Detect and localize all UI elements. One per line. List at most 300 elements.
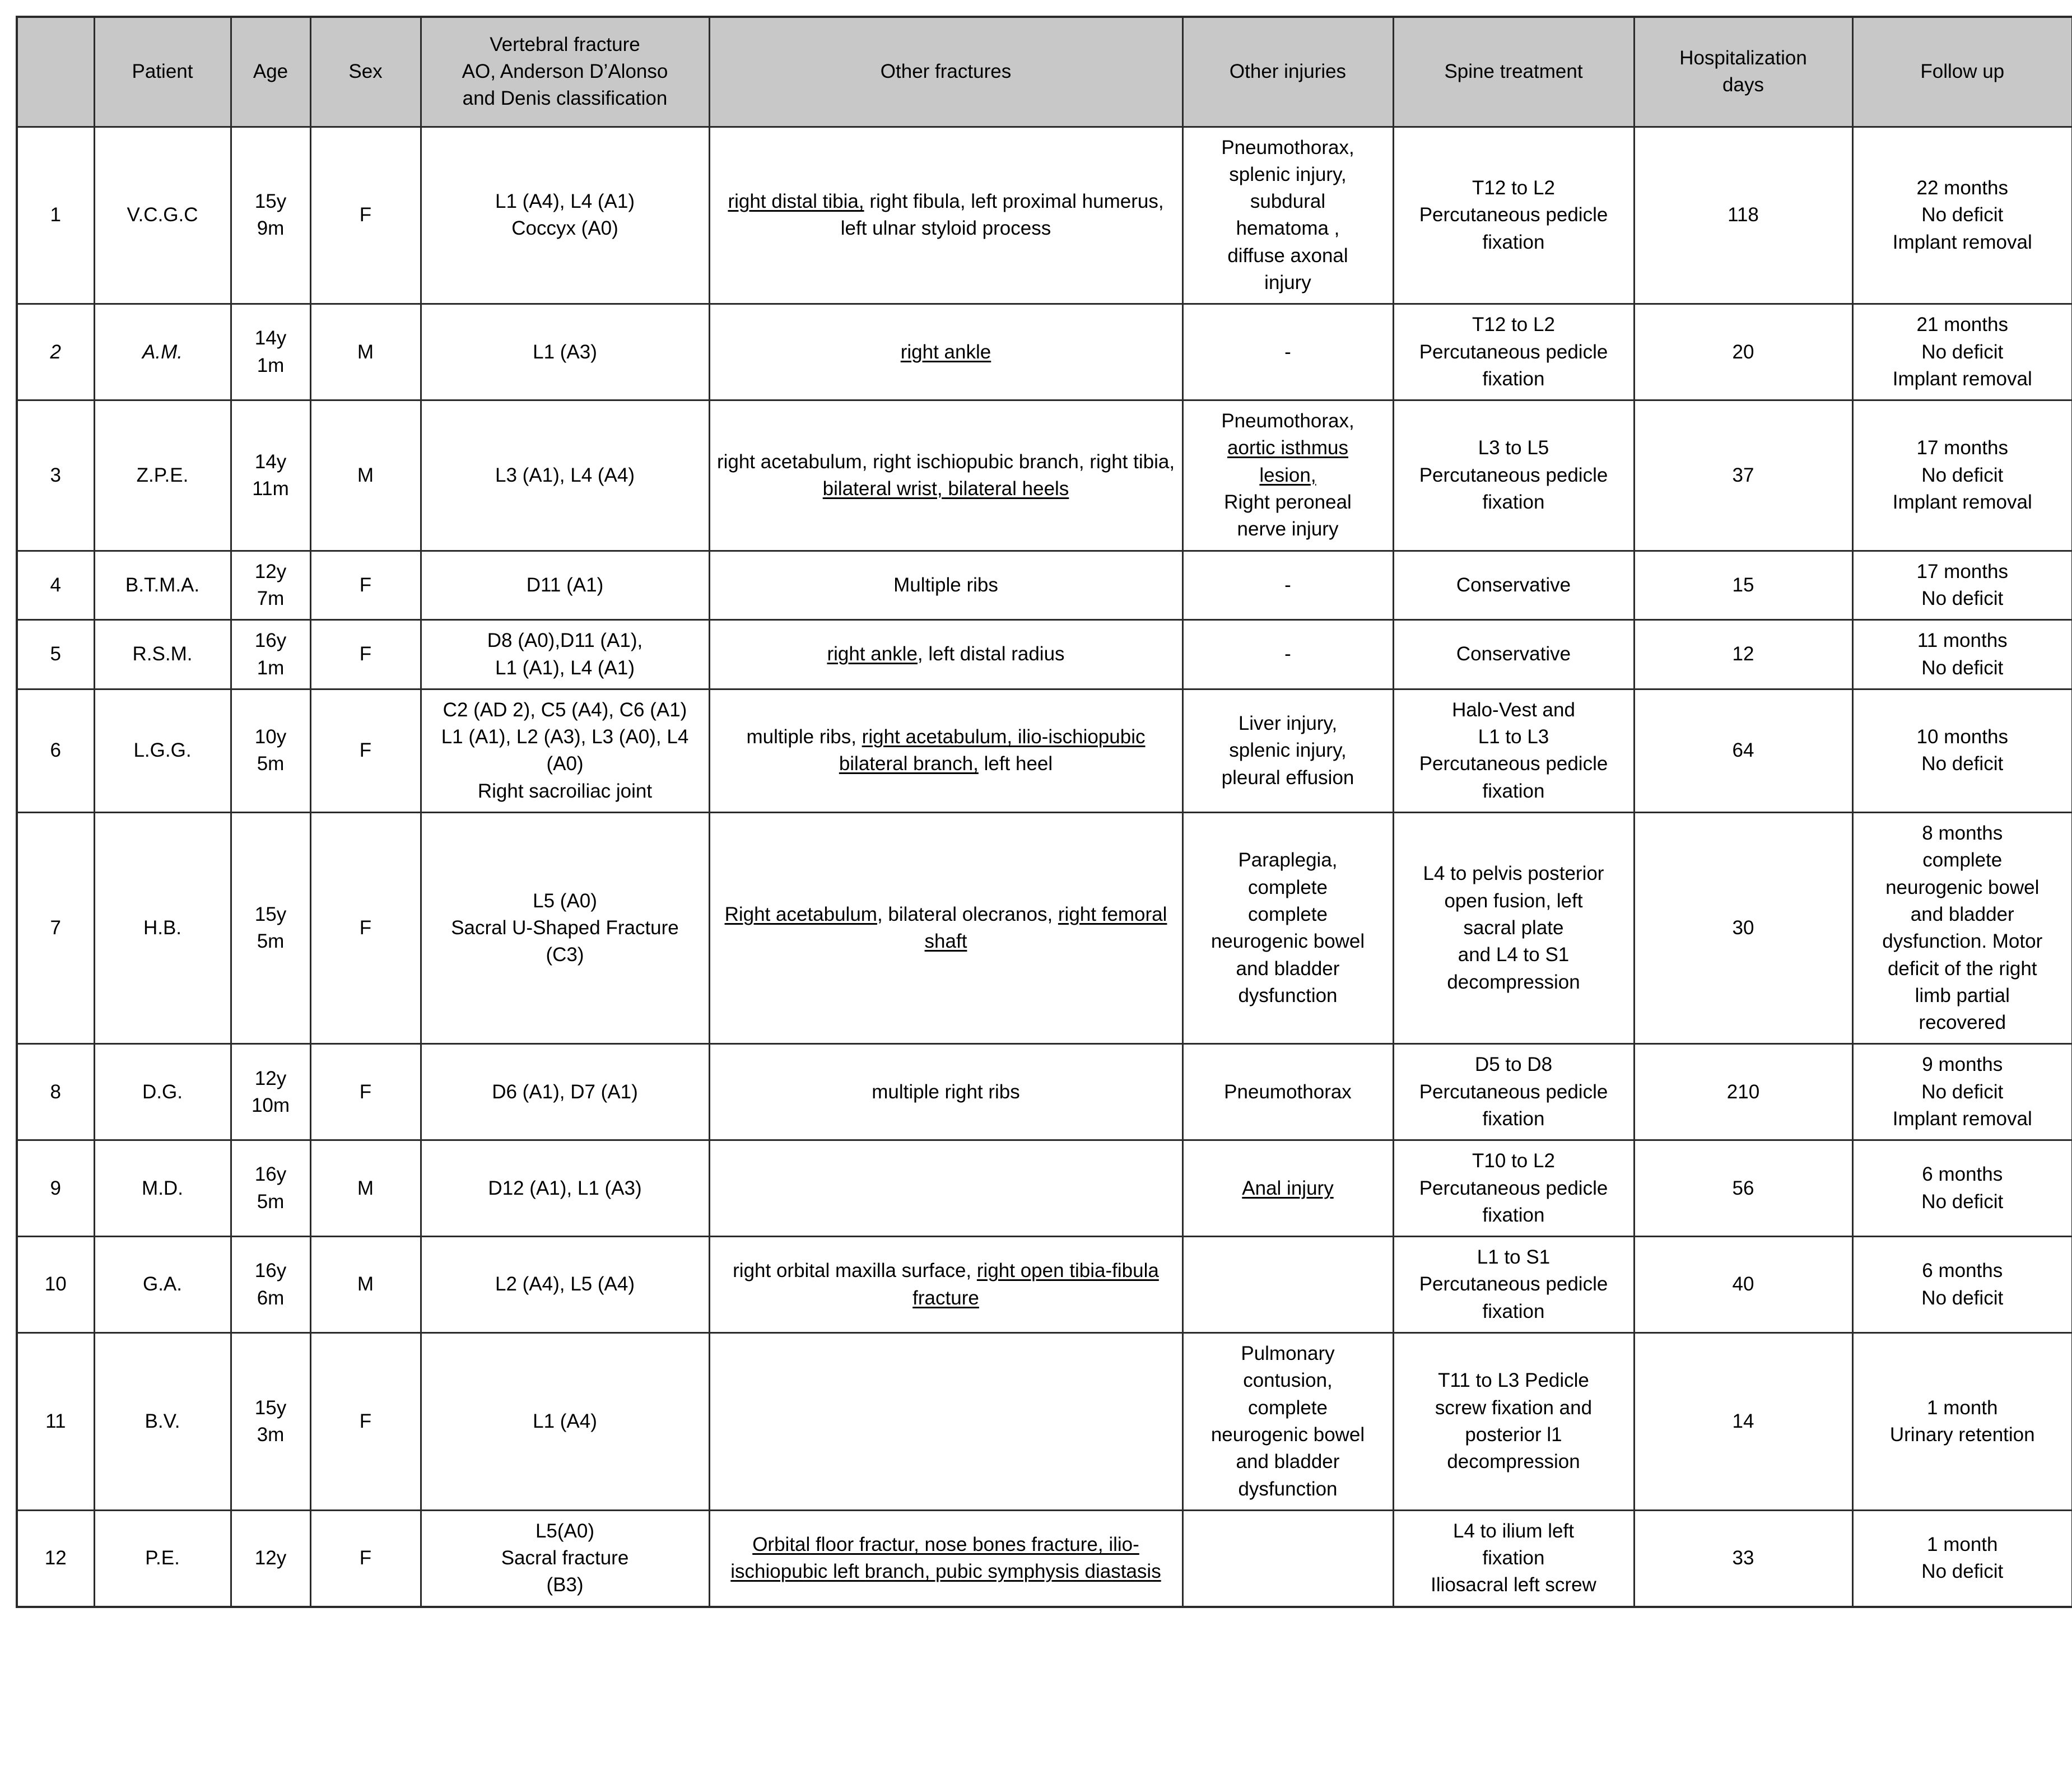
follow-up-line: 11 months	[1917, 630, 2008, 652]
patient-sex: M	[310, 400, 421, 551]
spine-treatment-line: Percutaneous pedicle	[1419, 1080, 1608, 1103]
age-line: 5m	[257, 753, 285, 775]
patient-sex: M	[310, 304, 421, 400]
other-fractures	[709, 1333, 1182, 1511]
age-line: 7m	[257, 587, 285, 609]
other-injury-line: and bladder	[1236, 957, 1340, 980]
other-fracture-plain: right orbital maxilla surface,	[733, 1260, 977, 1282]
age-line: 5m	[257, 1190, 285, 1213]
other-fracture-underlined: right acetabulum, ilio-ischiopubic bilateral branch,	[839, 726, 1146, 775]
follow-up-line: 10 months	[1916, 726, 2008, 748]
hospitalization-days: 64	[1634, 689, 1852, 812]
hospitalization-days: 118	[1634, 127, 1852, 304]
vertebral-fracture-classification	[421, 620, 709, 689]
spine-treatment	[1393, 1510, 1634, 1606]
other-fractures	[709, 689, 1182, 812]
other-injuries	[1182, 400, 1393, 551]
vertebral-fracture-line: L2 (A4), L5 (A4)	[495, 1273, 635, 1296]
other-fracture-plain: , bilateral olecranos,	[877, 903, 1058, 925]
other-injuries	[1182, 551, 1393, 620]
age-line: 10m	[251, 1094, 290, 1116]
other-injury-line: -	[1284, 341, 1291, 363]
other-injury-line: Anal injury	[1242, 1177, 1334, 1199]
hospitalization-days: 33	[1634, 1510, 1852, 1606]
other-injuries	[1182, 1044, 1393, 1140]
table-row[interactable]	[17, 1140, 2072, 1237]
other-injuries	[1182, 1140, 1393, 1237]
table-row[interactable]	[17, 1510, 2072, 1606]
other-injury-line: -	[1284, 643, 1291, 665]
row-index: 11	[17, 1333, 94, 1511]
other-injury-line: dysfunction	[1238, 984, 1338, 1007]
other-injury-line: diffuse axonal	[1227, 244, 1348, 267]
patient-sex: F	[310, 1510, 421, 1606]
other-fractures	[709, 1237, 1182, 1333]
column-header-other-fractures: Other fractures	[709, 17, 1182, 127]
table-row[interactable]	[17, 400, 2072, 551]
spine-treatment	[1393, 620, 1634, 689]
vertebral-fracture-line: D6 (A1), D7 (A1)	[492, 1080, 638, 1103]
vertebral-fracture-line: L1 (A4)	[533, 1410, 597, 1432]
follow-up-line: deficit of the right	[1887, 957, 2037, 980]
spine-treatment-line: sacral plate	[1463, 917, 1564, 939]
follow-up	[1852, 1333, 2072, 1511]
vertebral-fracture-line: L5(A0)	[535, 1520, 595, 1542]
age-line: 15y	[254, 903, 287, 925]
hospitalization-days: 20	[1634, 304, 1852, 400]
vertebral-fracture-classification	[421, 1510, 709, 1606]
patient-initials: B.V.	[94, 1333, 231, 1511]
patient-initials: H.B.	[94, 813, 231, 1044]
other-injury-line: dysfunction	[1238, 1478, 1338, 1500]
vertebral-fracture-line: L1 (A1), L2 (A3), L3 (A0), L4	[441, 726, 689, 748]
other-fractures	[709, 127, 1182, 304]
other-fracture-plain: multiple right ribs	[872, 1080, 1020, 1103]
patient-sex: M	[310, 1237, 421, 1333]
age-line: 14y	[254, 327, 287, 350]
row-index: 3	[17, 400, 94, 551]
other-injury-line: -	[1284, 574, 1291, 596]
follow-up-line: Implant removal	[1892, 1108, 2032, 1130]
other-injury-line: contusion,	[1243, 1369, 1333, 1392]
row-index: 1	[17, 127, 94, 304]
follow-up-line: 8 months	[1922, 822, 2003, 845]
row-index: 2	[17, 304, 94, 400]
table-row[interactable]	[17, 813, 2072, 1044]
table-body	[17, 127, 2072, 1607]
spine-treatment-line: T12 to L2	[1472, 314, 1555, 336]
column-header-index	[17, 17, 94, 127]
spine-treatment	[1393, 304, 1634, 400]
spine-treatment-line: Conservative	[1456, 574, 1571, 596]
vertebral-fracture-classification	[421, 400, 709, 551]
other-injuries	[1182, 127, 1393, 304]
follow-up-line: No deficit	[1921, 587, 2004, 609]
age-line: 14y	[254, 450, 287, 473]
vertebral-fracture-classification	[421, 551, 709, 620]
column-header-spine-treatment: Spine treatment	[1393, 17, 1634, 127]
other-injury-line: injury	[1264, 271, 1311, 293]
other-fracture-underlined: Right acetabulum	[724, 903, 877, 925]
table-row[interactable]	[17, 551, 2072, 620]
age-line: 6m	[257, 1287, 285, 1309]
vertebral-fracture-line: D12 (A1), L1 (A3)	[488, 1177, 642, 1199]
follow-up-line: Implant removal	[1892, 231, 2032, 253]
age-line: 15y	[254, 190, 287, 213]
spine-treatment-line: Halo-Vest and	[1452, 698, 1575, 721]
follow-up-line: No deficit	[1921, 1287, 2004, 1309]
spine-treatment-line: Conservative	[1456, 643, 1571, 665]
other-fractures	[709, 304, 1182, 400]
vertebral-fracture-line: L3 (A1), L4 (A4)	[495, 464, 635, 486]
age-line: 12y	[254, 560, 287, 583]
vertebral-fracture-line: Sacral U-Shaped Fracture	[451, 917, 679, 939]
spine-treatment-line: fixation	[1482, 491, 1545, 514]
other-injury-line: complete	[1247, 876, 1328, 898]
other-injury-line: Pneumothorax,	[1221, 410, 1354, 432]
follow-up-line: and bladder	[1910, 903, 2014, 925]
vertebral-fracture-line: Coccyx (A0)	[511, 217, 618, 240]
patient-age	[231, 1237, 310, 1333]
patient-initials: V.C.G.C	[94, 127, 231, 304]
other-fractures	[709, 400, 1182, 551]
patient-initials: R.S.M.	[94, 620, 231, 689]
other-fracture-plain: right acetabulum, right ischiopubic branch, right tibia,	[716, 450, 1175, 473]
patient-sex: F	[310, 127, 421, 304]
patient-age	[231, 813, 310, 1044]
patient-age	[231, 551, 310, 620]
other-injuries	[1182, 1510, 1393, 1606]
spine-treatment-line: L4 to ilium left	[1453, 1520, 1574, 1542]
vertebral-fracture-classification	[421, 813, 709, 1044]
spine-treatment-line: Percutaneous pedicle	[1419, 341, 1608, 363]
patient-initials: M.D.	[94, 1140, 231, 1237]
spine-treatment-line: Iliosacral left screw	[1431, 1574, 1596, 1596]
spine-treatment-line: posterior l1	[1465, 1423, 1562, 1446]
table-row[interactable]	[17, 127, 2072, 304]
vertebral-header-line-1: Vertebral fracture	[490, 33, 640, 55]
other-injuries	[1182, 689, 1393, 812]
other-fracture-underlined: right ankle	[827, 643, 918, 665]
table-row[interactable]	[17, 1333, 2072, 1511]
vertebral-fracture-line: Sacral fracture	[501, 1547, 629, 1569]
spine-treatment	[1393, 1333, 1634, 1511]
patient-sex: F	[310, 1044, 421, 1140]
spine-treatment-line: Percutaneous pedicle	[1419, 753, 1608, 775]
other-injury-line: pleural effusion	[1221, 766, 1354, 789]
hospitalization-days: 30	[1634, 813, 1852, 1044]
age-line: 11m	[252, 477, 289, 500]
follow-up-line: dysfunction. Motor	[1882, 930, 2043, 953]
spine-treatment-line: Percutaneous pedicle	[1419, 1177, 1608, 1199]
patient-age	[231, 400, 310, 551]
column-header-sex: Sex	[310, 17, 421, 127]
spine-treatment-line: fixation	[1482, 1547, 1545, 1569]
patient-age	[231, 1333, 310, 1511]
age-line: 1m	[257, 354, 285, 376]
patient-initials: Z.P.E.	[94, 400, 231, 551]
row-index: 7	[17, 813, 94, 1044]
hospitalization-days: 56	[1634, 1140, 1852, 1237]
follow-up	[1852, 400, 2072, 551]
table-row[interactable]	[17, 304, 2072, 400]
other-fracture-plain: Multiple ribs	[893, 574, 998, 596]
patient-sex: M	[310, 1140, 421, 1237]
row-index: 6	[17, 689, 94, 812]
row-index: 8	[17, 1044, 94, 1140]
other-fracture-underlined: right femoral shaft	[924, 903, 1167, 953]
patient-sex: F	[310, 813, 421, 1044]
spine-treatment-line: D5 to D8	[1474, 1054, 1553, 1076]
follow-up-line: complete	[1922, 849, 2003, 872]
row-index: 9	[17, 1140, 94, 1237]
spine-treatment-line: Percutaneous pedicle	[1419, 204, 1608, 226]
follow-up	[1852, 127, 2072, 304]
vertebral-fracture-line: L1 (A3)	[533, 341, 597, 363]
follow-up-line: 17 months	[1916, 560, 2008, 583]
spine-treatment-line: Percutaneous pedicle	[1419, 464, 1608, 486]
vertebral-fracture-line: L1 (A1), L4 (A1)	[495, 656, 635, 679]
spine-treatment	[1393, 1140, 1634, 1237]
other-fracture-plain: , left distal radius	[917, 643, 1065, 665]
follow-up	[1852, 304, 2072, 400]
patient-age	[231, 127, 310, 304]
vertebral-fracture-line: Right sacroiliac joint	[477, 780, 653, 802]
follow-up-line: No deficit	[1921, 464, 2004, 486]
other-injury-line: Liver injury,	[1238, 712, 1338, 734]
vertebral-fracture-line: D11 (A1)	[526, 574, 604, 596]
other-injury-line: lesion,	[1259, 464, 1316, 486]
age-line: 16y	[254, 1163, 287, 1186]
vertebral-fracture-classification	[421, 1044, 709, 1140]
patient-age	[231, 1140, 310, 1237]
other-injury-line: Pneumothorax	[1224, 1080, 1352, 1103]
row-index: 4	[17, 551, 94, 620]
follow-up-line: No deficit	[1921, 341, 2004, 363]
follow-up	[1852, 689, 2072, 812]
spine-treatment-line: fixation	[1482, 231, 1545, 253]
patient-initials: P.E.	[94, 1510, 231, 1606]
other-fracture-underlined: bilateral wrist, bilateral heels	[822, 477, 1069, 500]
spine-treatment-line: L3 to L5	[1478, 437, 1549, 459]
spine-treatment-line: L4 to pelvis posterior	[1423, 863, 1604, 885]
spine-treatment-line: screw fixation and	[1435, 1396, 1593, 1419]
patient-age	[231, 689, 310, 812]
spine-treatment-line: fixation	[1482, 1204, 1545, 1226]
age-line: 1m	[257, 656, 285, 679]
vertebral-fracture-classification	[421, 1333, 709, 1511]
follow-up-line: 22 months	[1916, 176, 2008, 199]
column-header-age: Age	[231, 17, 310, 127]
hospitalization-days: 14	[1634, 1333, 1852, 1511]
other-fractures	[709, 1044, 1182, 1140]
other-injuries	[1182, 813, 1393, 1044]
row-index: 12	[17, 1510, 94, 1606]
vertebral-fracture-classification	[421, 304, 709, 400]
patient-sex: F	[310, 620, 421, 689]
spine-treatment-line: T11 to L3 Pedicle	[1438, 1369, 1589, 1392]
age-line: 9m	[257, 217, 285, 240]
other-fractures	[709, 1140, 1182, 1237]
table-row[interactable]	[17, 1044, 2072, 1140]
vertebral-header-line-3: and Denis classification	[462, 87, 668, 110]
follow-up-line: 6 months	[1922, 1260, 2003, 1282]
vertebral-fracture-line: L5 (A0)	[533, 889, 597, 912]
other-fractures	[709, 813, 1182, 1044]
other-injury-line: splenic injury,	[1229, 163, 1347, 185]
spine-treatment-line: fixation	[1482, 367, 1545, 390]
vertebral-fracture-line: D8 (A0),D11 (A1),	[487, 630, 643, 652]
other-fracture-underlined: right open tibia-fibula fracture	[912, 1260, 1159, 1309]
other-fractures	[709, 1510, 1182, 1606]
table-header	[17, 17, 2072, 127]
follow-up-line: 9 months	[1922, 1054, 2003, 1076]
table-header-row	[17, 17, 2072, 127]
spine-treatment-line: decompression	[1447, 971, 1580, 993]
follow-up-line: Urinary retention	[1889, 1423, 2035, 1446]
follow-up-line: Implant removal	[1892, 367, 2032, 390]
age-line: 3m	[257, 1423, 285, 1446]
patient-initials: D.G.	[94, 1044, 231, 1140]
other-injury-line: Pulmonary	[1241, 1343, 1335, 1365]
spine-treatment	[1393, 1044, 1634, 1140]
other-injuries	[1182, 304, 1393, 400]
hospitalization-days: 15	[1634, 551, 1852, 620]
column-header-patient: Patient	[94, 17, 231, 127]
other-injury-line: subdural	[1250, 190, 1326, 213]
patient-age	[231, 1510, 310, 1606]
patient-initials: G.A.	[94, 1237, 231, 1333]
row-index: 5	[17, 620, 94, 689]
hospitalization-days: 37	[1634, 400, 1852, 551]
other-injury-line: and bladder	[1236, 1451, 1340, 1473]
spine-treatment-line: fixation	[1482, 780, 1545, 802]
column-header-other-injuries: Other injuries	[1182, 17, 1393, 127]
follow-up	[1852, 551, 2072, 620]
patient-sex: F	[310, 1333, 421, 1511]
spine-treatment	[1393, 1237, 1634, 1333]
other-fractures	[709, 551, 1182, 620]
age-line: 16y	[254, 630, 287, 652]
spine-treatment-line: fixation	[1482, 1300, 1545, 1322]
other-injury-line: Paraplegia,	[1238, 849, 1338, 872]
follow-up-line: 1 month	[1927, 1396, 1998, 1419]
patient-initials: L.G.G.	[94, 689, 231, 812]
other-fracture-underlined: right distal tibia,	[728, 190, 864, 213]
patient-sex: F	[310, 689, 421, 812]
other-fracture-underlined: right ankle	[900, 341, 991, 363]
other-fractures	[709, 620, 1182, 689]
age-line: 16y	[254, 1260, 287, 1282]
patient-initials: B.T.M.A.	[94, 551, 231, 620]
vertebral-fracture-classification	[421, 1140, 709, 1237]
spine-treatment-line: L1 to L3	[1478, 726, 1549, 748]
spine-treatment	[1393, 689, 1634, 812]
follow-up-line: No deficit	[1921, 1190, 2004, 1213]
follow-up-line: No deficit	[1921, 1560, 2004, 1583]
other-injury-line: aortic isthmus	[1227, 437, 1348, 459]
clinical-case-series-table	[16, 16, 2072, 1608]
follow-up-line: 21 months	[1916, 314, 2008, 336]
spine-treatment	[1393, 551, 1634, 620]
age-line: 12y	[254, 1547, 287, 1569]
hosp-header-line-2: days	[1722, 74, 1764, 96]
other-fracture-plain: multiple ribs,	[746, 726, 862, 748]
hospitalization-days: 210	[1634, 1044, 1852, 1140]
vertebral-header-line-2: AO, Anderson D’Alonso	[462, 60, 668, 83]
other-injury-line: neurogenic bowel	[1210, 930, 1365, 953]
patient-age	[231, 620, 310, 689]
spine-treatment	[1393, 400, 1634, 551]
follow-up	[1852, 1237, 2072, 1333]
hosp-header-line-1: Hospitalization	[1679, 46, 1807, 69]
spine-treatment-line: Percutaneous pedicle	[1419, 1273, 1608, 1296]
other-injuries	[1182, 1237, 1393, 1333]
spine-treatment-line: open fusion, left	[1444, 889, 1583, 912]
column-header-follow-up: Follow up	[1852, 17, 2072, 127]
other-injury-line: neurogenic bowel	[1210, 1423, 1365, 1446]
patient-initials: A.M.	[94, 304, 231, 400]
vertebral-fracture-classification	[421, 689, 709, 812]
other-fracture-plain: right fibula, left proximal humerus, left ulnar styloid process	[840, 190, 1164, 240]
other-fracture-underlined: Orbital floor fractur, nose bones fracture, ilio-ischiopubic left branch, pubic symphysis diastasis	[730, 1534, 1161, 1583]
spine-treatment-line: fixation	[1482, 1108, 1545, 1130]
follow-up-line: recovered	[1919, 1012, 2006, 1034]
spine-treatment-line: decompression	[1447, 1451, 1580, 1473]
other-injury-line: complete	[1247, 1396, 1328, 1419]
other-injury-line: complete	[1247, 903, 1328, 925]
vertebral-fracture-line: (A0)	[546, 753, 584, 775]
follow-up-line: No deficit	[1921, 656, 2004, 679]
follow-up-line: neurogenic bowel	[1885, 876, 2040, 898]
follow-up-line: 6 months	[1922, 1163, 2003, 1186]
age-line: 10y	[254, 726, 287, 748]
table-row[interactable]	[17, 689, 2072, 812]
vertebral-fracture-line: C2 (AD 2), C5 (A4), C6 (A1)	[443, 698, 687, 721]
table-row[interactable]	[17, 620, 2072, 689]
table-row[interactable]	[17, 1237, 2072, 1333]
other-injury-line: Right peroneal	[1224, 491, 1352, 514]
other-fracture-plain: left heel	[978, 753, 1053, 775]
follow-up-line: Implant removal	[1892, 491, 2032, 514]
vertebral-fracture-line: (C3)	[546, 944, 584, 966]
hospitalization-days: 12	[1634, 620, 1852, 689]
spine-treatment	[1393, 127, 1634, 304]
column-header-hospitalization-days	[1634, 17, 1852, 127]
other-injury-line: nerve injury	[1237, 518, 1339, 540]
follow-up-line: No deficit	[1921, 1080, 2004, 1103]
spine-treatment-line: L1 to S1	[1477, 1246, 1550, 1269]
other-injuries	[1182, 620, 1393, 689]
follow-up	[1852, 1510, 2072, 1606]
spine-treatment-line: and L4 to S1	[1458, 944, 1570, 966]
hospitalization-days: 40	[1634, 1237, 1852, 1333]
patient-sex: F	[310, 551, 421, 620]
vertebral-fracture-classification	[421, 127, 709, 304]
age-line: 15y	[254, 1396, 287, 1419]
follow-up-line: No deficit	[1921, 753, 2004, 775]
other-injury-line: splenic injury,	[1229, 739, 1347, 762]
column-header-vertebral-fracture	[421, 17, 709, 127]
vertebral-fracture-line: L1 (A4), L4 (A1)	[495, 190, 635, 213]
row-index: 10	[17, 1237, 94, 1333]
follow-up-line: No deficit	[1921, 204, 2004, 226]
follow-up-line: 1 month	[1927, 1534, 1998, 1555]
spine-treatment	[1393, 813, 1634, 1044]
other-injuries	[1182, 1333, 1393, 1511]
follow-up-line: limb partial	[1915, 984, 2010, 1007]
patient-age	[231, 1044, 310, 1140]
